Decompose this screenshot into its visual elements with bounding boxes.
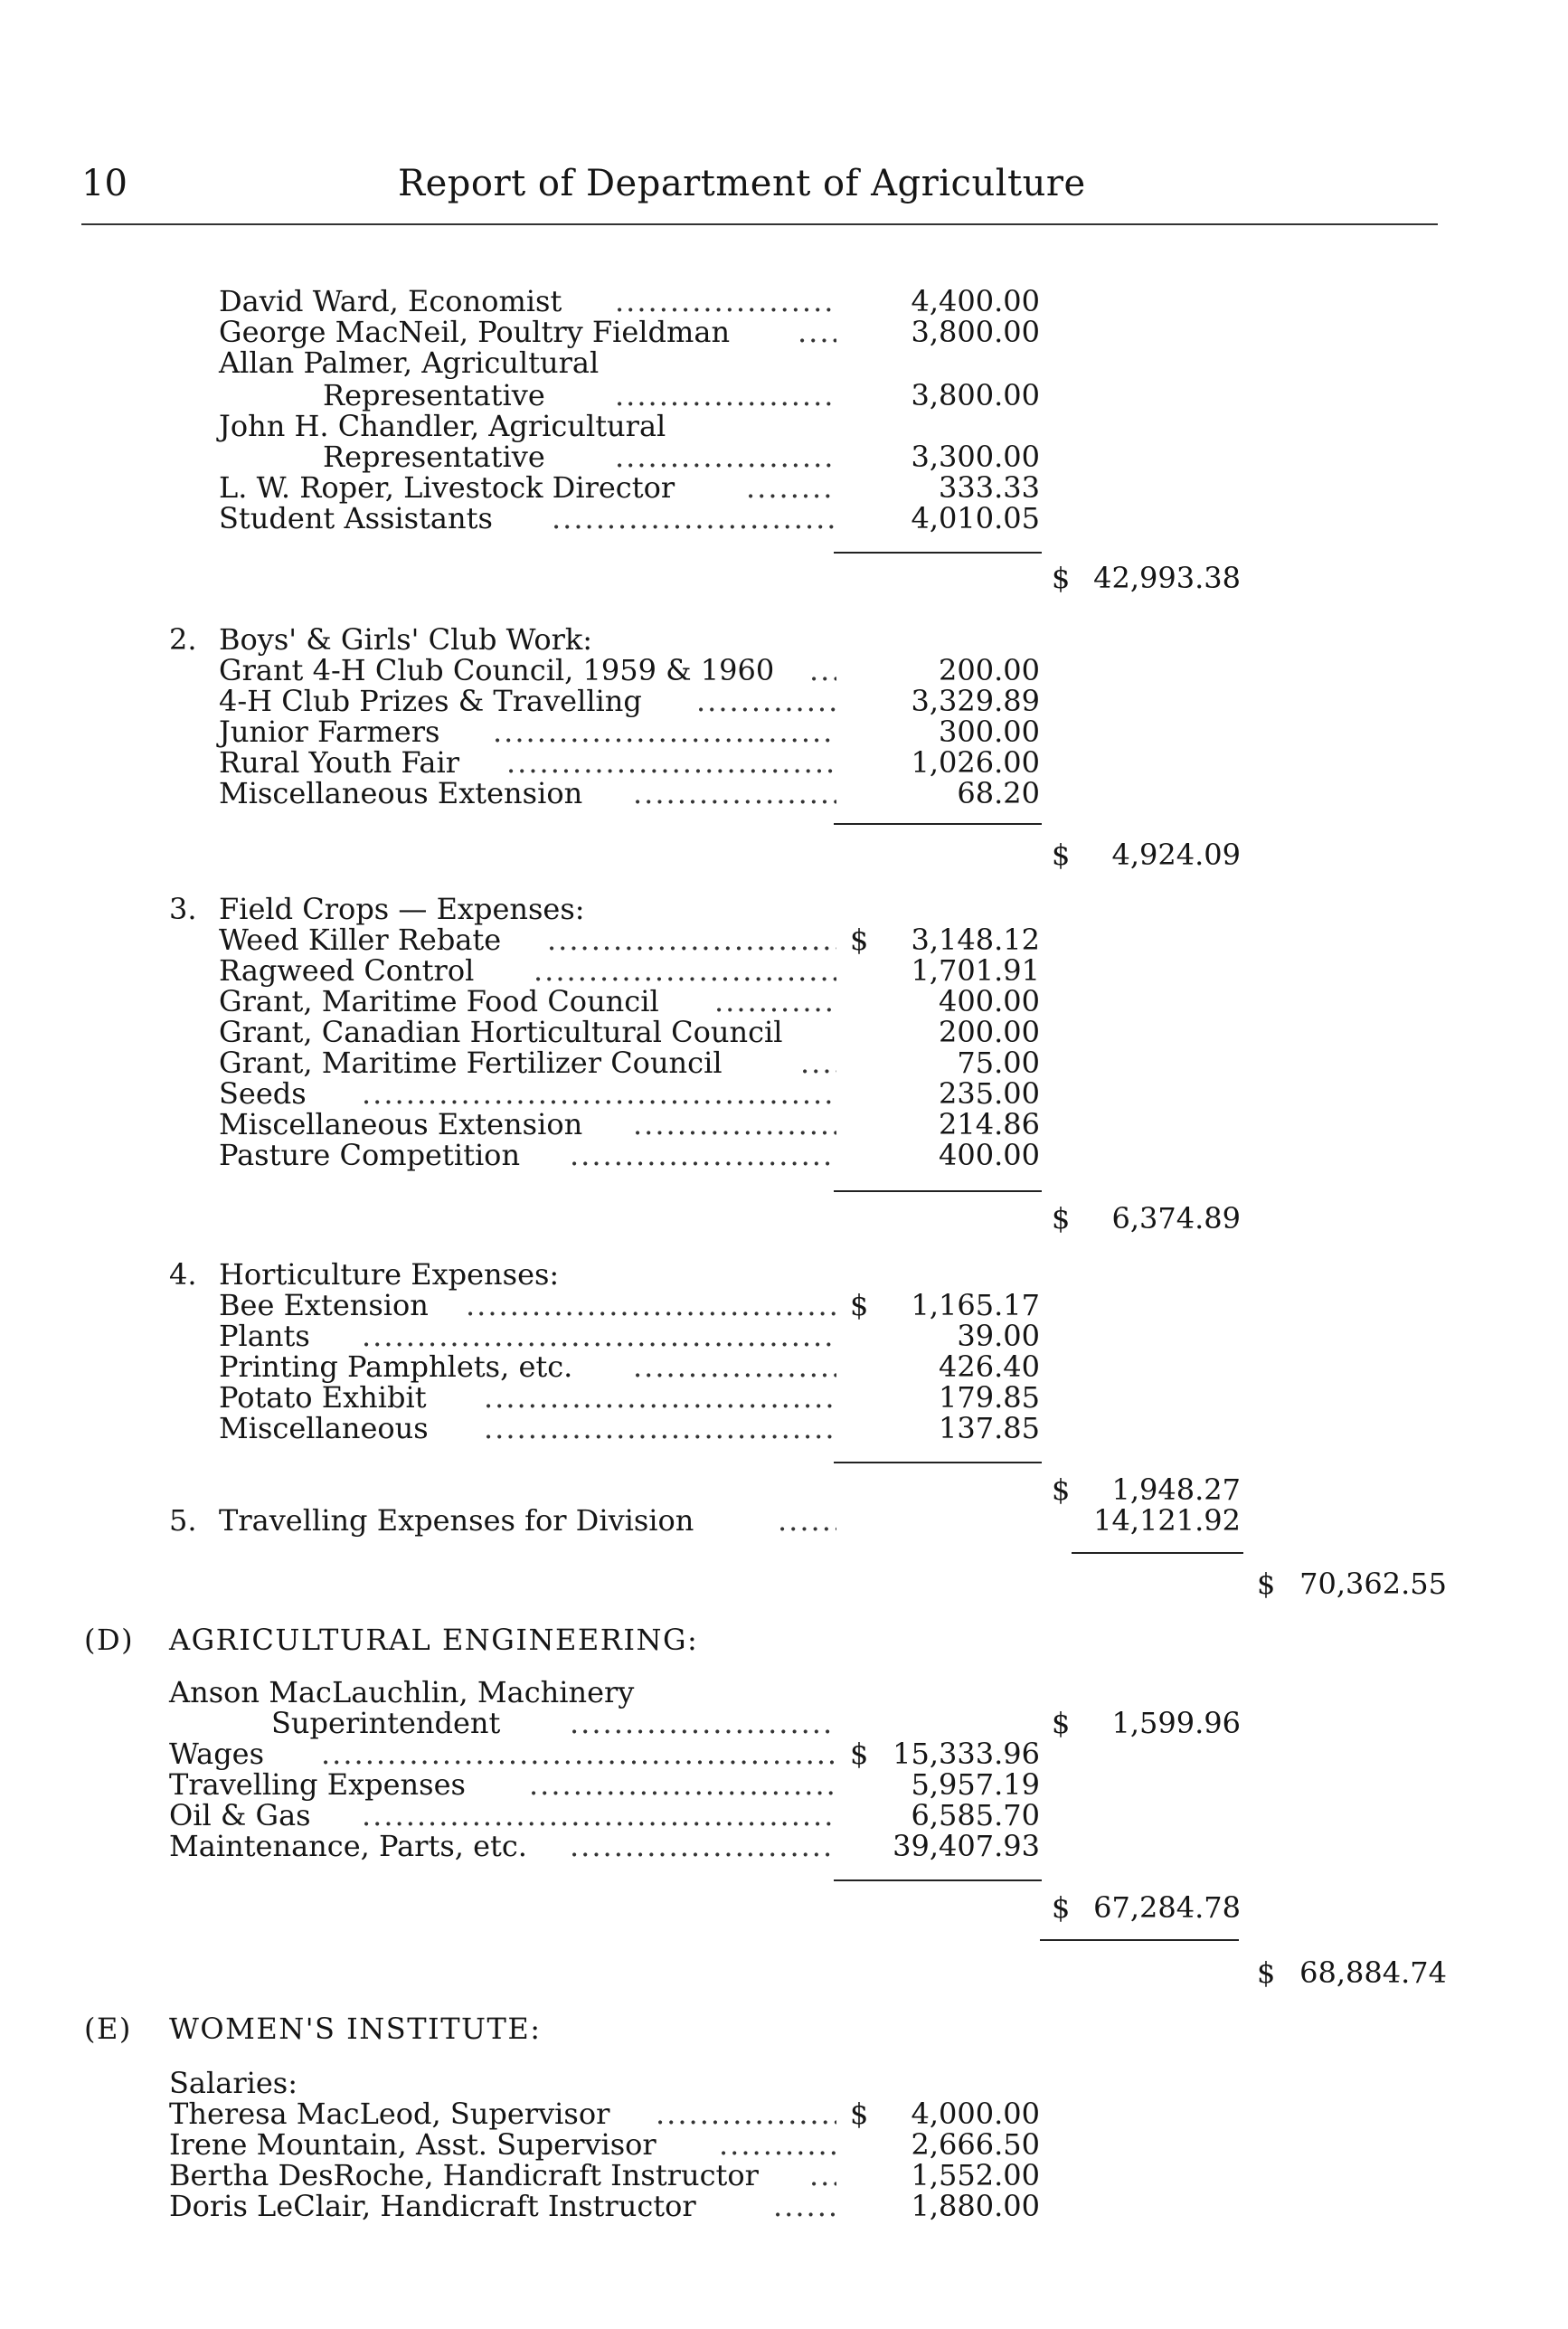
amount: 1,026.00 <box>911 745 1040 780</box>
dot-leader <box>696 686 836 716</box>
dot-leader <box>362 1800 836 1831</box>
amount: 68.20 <box>957 776 1040 810</box>
line-label: Grant, Maritime Fertilizer Council <box>219 1046 723 1080</box>
subtotal-rule <box>834 1190 1042 1192</box>
dollar-sign: $ <box>1257 1955 1276 1990</box>
ledger-line <box>0 347 1568 378</box>
page-header <box>0 163 1568 217</box>
section-heading <box>0 1259 1568 1290</box>
subtotal-line <box>0 1892 1568 1923</box>
line-label: Superintendent <box>271 1706 501 1740</box>
subtotal-line <box>0 1203 1568 1234</box>
dot-leader <box>466 1290 836 1321</box>
ledger-line <box>0 1078 1568 1109</box>
header-rule <box>81 223 1438 225</box>
section-heading <box>0 624 1568 655</box>
amount: 4,000.00 <box>911 2097 1040 2131</box>
amount: 14,121.92 <box>1093 1503 1241 1538</box>
dollar-sign: $ <box>1052 1706 1071 1740</box>
subtotal-rule <box>834 1879 1042 1881</box>
amount: 200.00 <box>939 1015 1040 1049</box>
amount: 6,585.70 <box>911 1798 1040 1832</box>
line-label: Weed Killer Rebate <box>219 923 502 957</box>
line-label: Doris LeClair, Handicraft Instructor <box>169 2189 696 2223</box>
dot-leader <box>719 2129 836 2160</box>
line-label: John H. Chandler, Agricultural <box>219 409 666 443</box>
ledger-line <box>0 1321 1568 1351</box>
total-line <box>0 1568 1568 1599</box>
dot-leader <box>547 924 836 955</box>
subtotal-line <box>0 1474 1568 1505</box>
ledger-line <box>0 472 1568 503</box>
line-label: 4. <box>169 1257 197 1292</box>
amount: 137.85 <box>939 1411 1040 1445</box>
subtotal-line <box>0 839 1568 870</box>
line-label: Ragweed Control <box>219 953 475 988</box>
line-label: Anson MacLauchlin, Machinery <box>169 1675 635 1709</box>
ledger-line <box>0 380 1568 411</box>
line-label: Travelling Expenses <box>169 1767 466 1802</box>
ledger-line <box>0 2129 1568 2160</box>
dot-leader <box>633 1109 836 1140</box>
page-title: Report of Department of Agriculture <box>398 163 1086 204</box>
line-label: Seeds <box>219 1076 307 1111</box>
ledger-line <box>0 2098 1568 2129</box>
dot-leader <box>615 286 836 317</box>
dot-leader <box>362 1321 836 1351</box>
amount: 4,924.09 <box>1111 838 1241 872</box>
amount: 75.00 <box>957 1046 1040 1080</box>
subtotal-line <box>0 563 1568 593</box>
ledger-line <box>0 1738 1568 1769</box>
amount: 3,329.89 <box>911 684 1040 718</box>
ledger-line <box>0 655 1568 686</box>
dot-leader <box>633 1351 836 1382</box>
line-label: 5. <box>169 1503 197 1538</box>
dot-leader <box>746 472 836 503</box>
dot-leader <box>484 1382 836 1413</box>
ledger-line <box>0 411 1568 441</box>
amount: 1,880.00 <box>911 2189 1040 2223</box>
dot-leader <box>778 1505 836 1536</box>
dot-leader <box>493 716 836 747</box>
amount: 68,884.74 <box>1299 1955 1447 1990</box>
dot-leader <box>362 1078 836 1109</box>
section-heading <box>0 894 1568 924</box>
ledger-line <box>0 955 1568 986</box>
amount: 67,284.78 <box>1093 1890 1241 1925</box>
dot-leader <box>570 1831 836 1861</box>
ledger-line <box>0 778 1568 809</box>
line-label: 4-H Club Prizes & Travelling <box>219 684 642 718</box>
dot-leader <box>773 2191 836 2221</box>
amount: 300.00 <box>939 715 1040 749</box>
line-label: (E) <box>84 2012 132 2046</box>
subtotal-rule <box>834 552 1042 554</box>
subtotal-rule <box>1040 1939 1239 1941</box>
ledger-line <box>0 1382 1568 1413</box>
line-label: Field Crops — Expenses: <box>219 892 585 926</box>
line-label: Miscellaneous <box>219 1411 429 1445</box>
amount: 39.00 <box>957 1319 1040 1353</box>
amount: 400.00 <box>939 1138 1040 1172</box>
line-label: Grant, Canadian Horticultural Council <box>219 1015 783 1049</box>
dot-leader <box>615 441 836 472</box>
ledger-line <box>0 2191 1568 2221</box>
ledger-line <box>0 1800 1568 1831</box>
amount: 6,374.89 <box>1111 1201 1241 1236</box>
dot-leader <box>534 955 836 986</box>
line-label: WOMEN'S INSTITUTE: <box>169 2012 542 2046</box>
ledger-line <box>0 1017 1568 1047</box>
amount: 426.40 <box>939 1349 1040 1384</box>
line-label: Pasture Competition <box>219 1138 521 1172</box>
amount: 42,993.38 <box>1093 561 1241 595</box>
line-label: 2. <box>169 622 197 657</box>
dollar-sign: $ <box>850 1288 869 1322</box>
amount: 214.86 <box>939 1107 1040 1141</box>
line-label: Oil & Gas <box>169 1798 311 1832</box>
amount: 4,010.05 <box>911 501 1040 535</box>
line-label: Grant 4-H Club Council, 1959 & 1960 <box>219 653 775 687</box>
amount: 179.85 <box>939 1380 1040 1415</box>
line-label: Bertha DesRoche, Handicraft Instructor <box>169 2158 759 2192</box>
dollar-sign: $ <box>1257 1567 1276 1601</box>
ledger-line <box>0 1769 1568 1800</box>
amount: 1,948.27 <box>1111 1472 1241 1507</box>
line-label: Salaries: <box>169 2066 298 2100</box>
dollar-sign: $ <box>1052 561 1071 595</box>
ledger-line <box>0 286 1568 317</box>
amount: 1,165.17 <box>911 1288 1040 1322</box>
line-label: Printing Pamphlets, etc. <box>219 1349 573 1384</box>
line-label: Representative <box>323 440 545 474</box>
ledger-line <box>0 924 1568 955</box>
dollar-sign: $ <box>1052 1472 1071 1507</box>
dot-leader <box>529 1769 836 1800</box>
amount: 1,599.96 <box>1111 1706 1241 1740</box>
page-number: 10 <box>81 163 128 204</box>
line-label: Junior Farmers <box>219 715 440 749</box>
amount: 1,701.91 <box>911 953 1040 988</box>
line-label: L. W. Roper, Livestock Director <box>219 470 675 505</box>
line-label: Potato Exhibit <box>219 1380 427 1415</box>
dot-leader <box>506 747 836 778</box>
amount: 4,400.00 <box>911 284 1040 318</box>
line-label: Travelling Expenses for Division <box>219 1503 694 1538</box>
dot-leader <box>714 986 836 1017</box>
dollar-sign: $ <box>1052 838 1071 872</box>
amount: 1,552.00 <box>911 2158 1040 2192</box>
dollar-sign: $ <box>850 2097 869 2131</box>
ledger-line <box>0 1831 1568 1861</box>
ledger-line <box>0 1413 1568 1444</box>
amount: 2,666.50 <box>911 2127 1040 2162</box>
dot-leader <box>800 1047 836 1078</box>
dot-leader <box>321 1738 836 1769</box>
ledger-line <box>0 1047 1568 1078</box>
dot-leader <box>633 778 836 809</box>
dollar-sign: $ <box>850 923 869 957</box>
line-label: 3. <box>169 892 197 926</box>
section-heading <box>0 2012 1568 2046</box>
subtotal-rule <box>834 823 1042 825</box>
ledger-line <box>0 747 1568 778</box>
ledger-line <box>0 986 1568 1017</box>
amount: 70,362.55 <box>1299 1567 1447 1601</box>
line-label: Maintenance, Parts, etc. <box>169 1829 527 1863</box>
ledger-line <box>0 1290 1568 1321</box>
ledger-line <box>0 503 1568 534</box>
ledger-line <box>0 686 1568 716</box>
amount: 5,957.19 <box>911 1767 1040 1802</box>
line-label: Grant, Maritime Food Council <box>219 984 659 1018</box>
line-label: Horticulture Expenses: <box>219 1257 560 1292</box>
ledger-line <box>0 1351 1568 1382</box>
amount: 200.00 <box>939 653 1040 687</box>
total-line <box>0 1957 1568 1988</box>
amount: 39,407.93 <box>893 1829 1040 1863</box>
line-label: Bee Extension <box>219 1288 429 1322</box>
dot-leader <box>570 1708 836 1738</box>
amount: 3,148.12 <box>911 923 1040 957</box>
line-label: George MacNeil, Poultry Fieldman <box>219 315 731 349</box>
ledger-line <box>0 317 1568 347</box>
amount: 3,800.00 <box>911 378 1040 412</box>
line-label: Boys' & Girls' Club Work: <box>219 622 593 657</box>
dollar-sign: $ <box>1052 1201 1071 1236</box>
dot-leader <box>798 317 836 347</box>
line-label: (D) <box>84 1623 135 1657</box>
ledger-line <box>0 441 1568 472</box>
line-label: Student Assistants <box>219 501 493 535</box>
line-label: Representative <box>323 378 545 412</box>
dot-leader <box>809 655 836 686</box>
dot-leader <box>656 2098 836 2129</box>
line-label: David Ward, Economist <box>219 284 562 318</box>
line-label: AGRICULTURAL ENGINEERING: <box>169 1623 699 1657</box>
amount: 333.33 <box>939 470 1040 505</box>
line-label: Allan Palmer, Agricultural <box>219 346 600 380</box>
line-label: Miscellaneous Extension <box>219 776 583 810</box>
section-heading <box>0 1623 1568 1657</box>
line-label: Rural Youth Fair <box>219 745 459 780</box>
line-label: Wages <box>169 1737 265 1771</box>
ledger-line <box>0 1708 1568 1738</box>
amount: 3,300.00 <box>911 440 1040 474</box>
dot-leader <box>484 1413 836 1444</box>
ledger-line <box>0 716 1568 747</box>
ledger-line <box>0 1109 1568 1140</box>
line-label: Theresa MacLeod, Supervisor <box>169 2097 610 2131</box>
dot-leader <box>615 380 836 411</box>
amount: 3,800.00 <box>911 315 1040 349</box>
amount: 235.00 <box>939 1076 1040 1111</box>
ledger-line <box>0 1677 1568 1708</box>
amount: 15,333.96 <box>893 1737 1040 1771</box>
dot-leader <box>570 1140 836 1170</box>
subtotal-rule <box>1072 1552 1243 1554</box>
dot-leader <box>809 2160 836 2191</box>
ledger-line <box>0 2068 1568 2098</box>
amount: 400.00 <box>939 984 1040 1018</box>
ledger-line <box>0 1140 1568 1170</box>
subtotal-rule <box>834 1462 1042 1463</box>
dot-leader <box>552 503 836 534</box>
line-label: Irene Mountain, Asst. Supervisor <box>169 2127 656 2162</box>
ledger-line <box>0 1505 1568 1536</box>
dollar-sign: $ <box>850 1737 869 1771</box>
line-label: Miscellaneous Extension <box>219 1107 583 1141</box>
line-label: Plants <box>219 1319 310 1353</box>
ledger-line <box>0 2160 1568 2191</box>
dollar-sign: $ <box>1052 1890 1071 1925</box>
